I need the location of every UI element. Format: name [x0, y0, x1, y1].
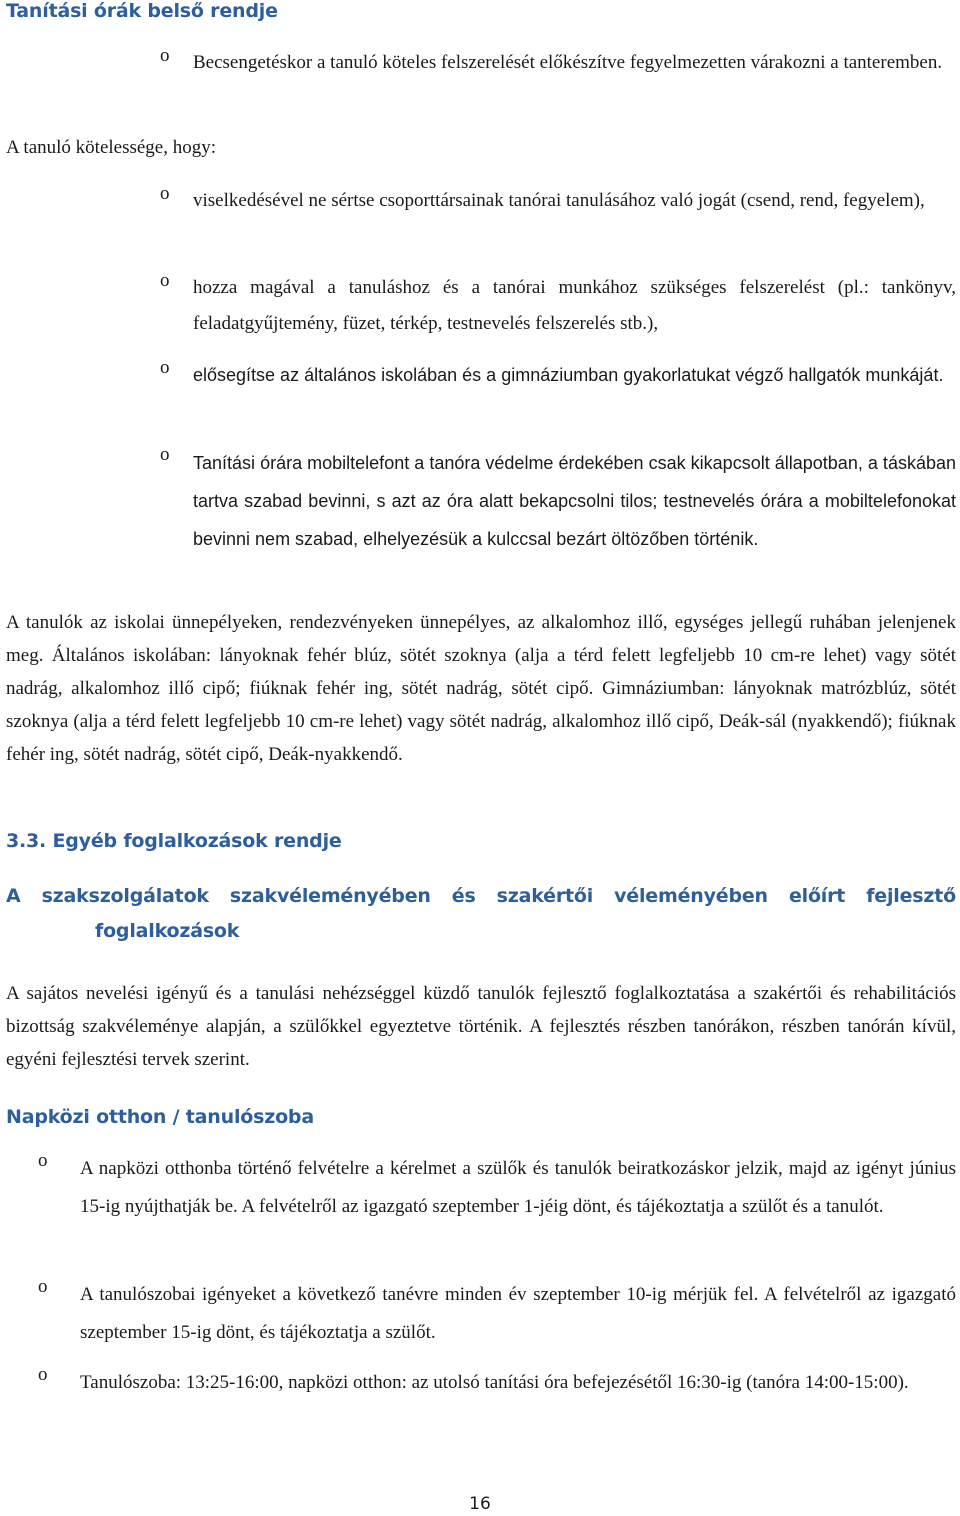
section-heading-teaching-hours: Tanítási órák belső rendje: [6, 0, 278, 22]
list-item-duty-2: hozza magával a tanuláshoz és a tanórai munkához szükséges felszerelést (pl.: tankönyv, feladatgyűjtemény, füzet, térkép, testnevelés felszerelés stb.),: [193, 277, 956, 334]
list-item-daycare-3: Tanulószoba: 13:25-16:00, napközi otthon: az utolsó tanítási óra befejezésétől 16:30-ig (tanóra 14:00-15:00).: [80, 1372, 909, 1393]
list-item-daycare-2: A tanulószobai igényeket a következő tanévre minden év szeptember 10-ig mérjük fel. A felvételről az igazgató szeptember 15-ig dönt, és tájékoztatja a szülőt.: [80, 1284, 956, 1343]
bullet-marker: o: [160, 444, 170, 465]
development-paragraph: A sajátos nevelési igényű és a tanulási nehézséggel küzdő tanulók fejlesztő foglalkoztatása a szakértői és rehabilitációs bizottság szakvéleménye alapján, a szülőkkel egyeztetve történik. A fejlesztés részben tanórákon, részben tanórán kívül, egyéni fejlesztési tervek szerint.: [6, 983, 956, 1070]
bullet-marker: o: [38, 1364, 48, 1385]
dress-code-paragraph: A tanulók az iskolai ünnepélyeken, rendezvényeken ünnepélyes, az alkalomhoz illő, egységes jellegű ruhában jelenjenek meg. Általános iskolában: lányoknak fehér blúz, sötét szoknya (alja a térd felett legfeljebb 10 cm-re lehet) vagy sötét nadrág, alkalomhoz illő cipő; fiúknak fehér ing, sötét nadrág, sötét cipő. Gimnáziumban: lányoknak matrózblúz, sötét szoknya (alja a térd felett legfeljebb 10 cm-re lehet) vagy sötét nadrág, alkalomhoz illő cipő, Deák-sál (nyakkendő); fiúknak fehér ing, sötét nadrág, sötét cipő, Deák-nyakkendő.: [6, 612, 956, 765]
bullet-marker: o: [160, 270, 170, 291]
bullet-marker: o: [38, 1150, 48, 1171]
subheading-development-line2: foglalkozások: [95, 920, 240, 942]
list-item-duty-4: Tanítási órára mobiltelefont a tanóra védelme érdekében csak kikapcsolt állapotban, a táskában tartva szabad bevinni, s azt az óra alatt bekapcsolni tilos; testnevelés órára a mobiltelefonokat bevinni nem szabad, elhelyezésük a kulccsal bezárt öltözőben történik.: [193, 453, 956, 549]
subheading-development-line1: A szakszolgálatok szakvéleményében és szakértői véleményében előírt fejlesztő: [6, 885, 956, 907]
bullet-marker: o: [160, 357, 170, 378]
page-number: 16: [469, 1494, 491, 1514]
list-item-duty-3: elősegítse az általános iskolában és a gimnáziumban gyakorlatukat végző hallgatók munkáját.: [193, 365, 944, 385]
bullet-marker: o: [38, 1276, 48, 1297]
list-item-duty-1: viselkedésével ne sértse csoporttársainak tanórai tanulásához való jogát (csend, rend, fegyelem),: [193, 190, 925, 211]
list-item-arrival: Becsengetéskor a tanuló köteles felszerelését előkészítve fegyelmezetten várakozni a tanteremben.: [193, 52, 943, 73]
section-heading-daycare: Napközi otthon / tanulószoba: [6, 1106, 314, 1128]
list-item-daycare-1: A napközi otthonba történő felvételre a kérelmet a szülők és tanulók beiratkozáskor jelzik, majd az igényt június 15-ig nyújthatják be. A felvételről az igazgató szeptember 1-jéig dönt, és tájékoztatja a szülőt és a tanulót.: [80, 1158, 956, 1217]
duties-intro: A tanuló kötelessége, hogy:: [6, 137, 217, 158]
bullet-marker: o: [160, 183, 170, 204]
bullet-marker: o: [160, 45, 170, 66]
section-heading-other-activities: 3.3. Egyéb foglalkozások rendje: [6, 830, 342, 852]
